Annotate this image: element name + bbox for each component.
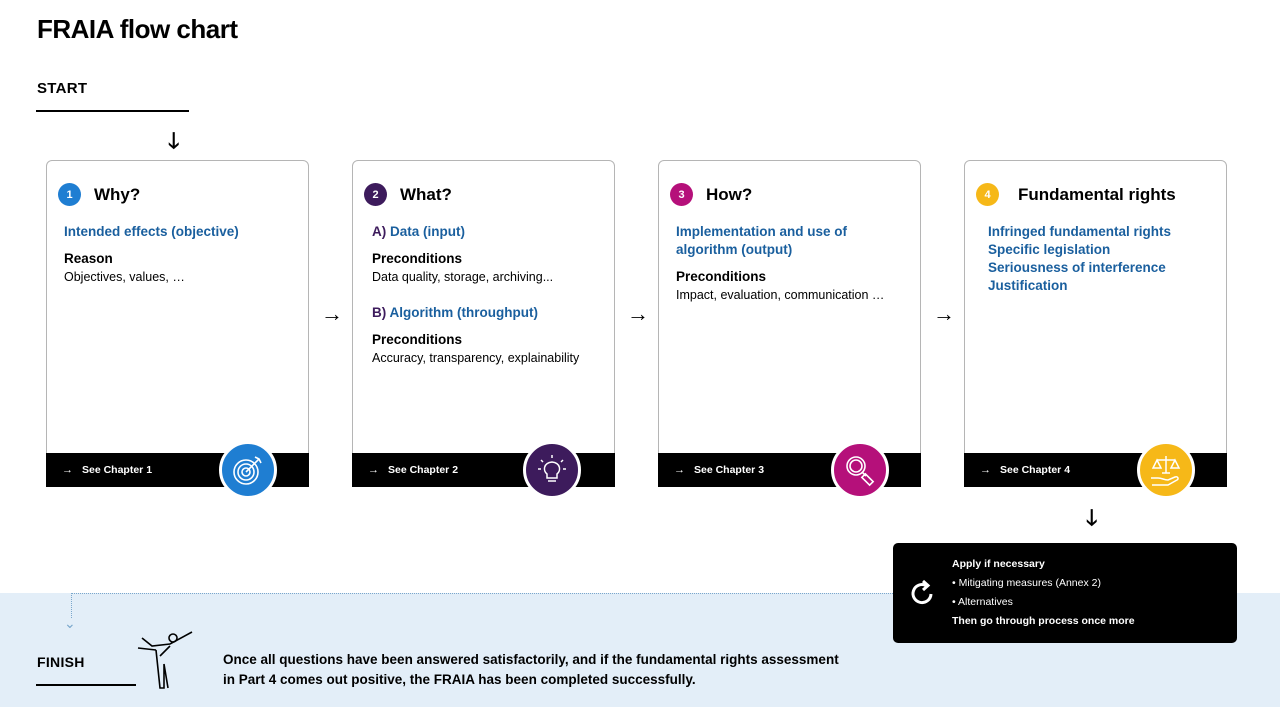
apply-item: • Alternatives	[952, 596, 1013, 608]
step-subheading: Preconditions	[676, 269, 767, 284]
celebrating-person-icon	[134, 628, 196, 695]
rights-item: Specific legislation	[988, 242, 1111, 257]
step-text-a: Data quality, storage, archiving...	[372, 270, 554, 284]
apply-item: • Mitigating measures (Annex 2)	[952, 577, 1101, 589]
step-subheading-b: Preconditions	[372, 332, 463, 347]
step-text: Objectives, values, …	[64, 270, 185, 284]
finish-text-line2: in Part 4 comes out positive, the FRAIA has been completed successfully.	[223, 672, 696, 687]
step-heading-line2: algorithm (output)	[676, 242, 793, 257]
step-number-badge: 4	[976, 183, 999, 206]
refresh-icon	[906, 578, 938, 615]
rights-item: Justification	[988, 278, 1068, 293]
arrow-right-icon: →	[368, 464, 379, 476]
step-title: Fundamental rights	[1018, 184, 1176, 204]
step-card-how	[658, 160, 921, 471]
finish-text-line1: Once all questions have been answered satisfactorily, and if the fundamental rights assessment	[223, 652, 839, 667]
step-title: How?	[706, 184, 753, 204]
step-card-fundamental-rights	[964, 160, 1227, 471]
apply-closing: Then go through process once more	[952, 615, 1135, 627]
step-heading-b: Algorithm (throughput)	[389, 305, 538, 320]
arrow-right-icon: →	[933, 301, 955, 326]
page-title: FRAIA flow chart	[37, 14, 238, 44]
magnifier-icon	[831, 441, 889, 499]
footer-label: See Chapter 2	[388, 464, 459, 476]
step-text-b: Accuracy, transparency, explainability	[372, 351, 580, 365]
chevron-down-icon: ⌄	[64, 615, 76, 631]
arrow-right-icon: →	[627, 301, 649, 326]
step-number-badge: 2	[364, 183, 387, 206]
step-heading-line1: Implementation and use of	[676, 224, 848, 239]
step-text: Impact, evaluation, communication …	[676, 288, 885, 302]
arrow-down-icon: 🡓	[1086, 505, 1098, 530]
apply-heading: Apply if necessary	[952, 558, 1045, 570]
arrow-down-icon: 🡓	[168, 128, 180, 153]
apply-if-necessary-box	[893, 543, 1237, 643]
step-card-what	[352, 160, 615, 471]
arrow-right-icon: →	[980, 464, 991, 476]
step-title: Why?	[94, 184, 141, 204]
finish-label: FINISH	[37, 654, 85, 670]
dotted-connector	[71, 593, 893, 594]
arrow-right-icon: →	[62, 464, 73, 476]
arrow-right-icon: →	[321, 301, 343, 326]
lightbulb-icon	[523, 441, 581, 499]
step-card-why	[46, 160, 309, 471]
step-heading: Intended effects (objective)	[64, 224, 239, 239]
scales-hand-icon	[1137, 441, 1195, 499]
step-subheading-a: Preconditions	[372, 251, 463, 266]
start-underline	[36, 110, 189, 112]
rights-item: Infringed fundamental rights	[988, 224, 1172, 239]
marker-b: B)	[372, 305, 387, 320]
footer-label: See Chapter 1	[82, 464, 153, 476]
finish-description	[223, 650, 843, 690]
step-subheading: Reason	[64, 251, 113, 266]
footer-label: See Chapter 3	[694, 464, 765, 476]
rights-item: Seriousness of interference	[988, 260, 1166, 275]
step-number-badge: 3	[670, 183, 693, 206]
finish-underline	[36, 684, 136, 686]
marker-a: A)	[372, 224, 387, 239]
step-number-badge: 1	[58, 183, 81, 206]
target-icon	[219, 441, 277, 499]
footer-label: See Chapter 4	[1000, 464, 1071, 476]
start-label: START	[37, 80, 88, 97]
step-heading-a: Data (input)	[390, 224, 466, 239]
step-title: What?	[400, 184, 452, 204]
arrow-right-icon: →	[674, 464, 685, 476]
